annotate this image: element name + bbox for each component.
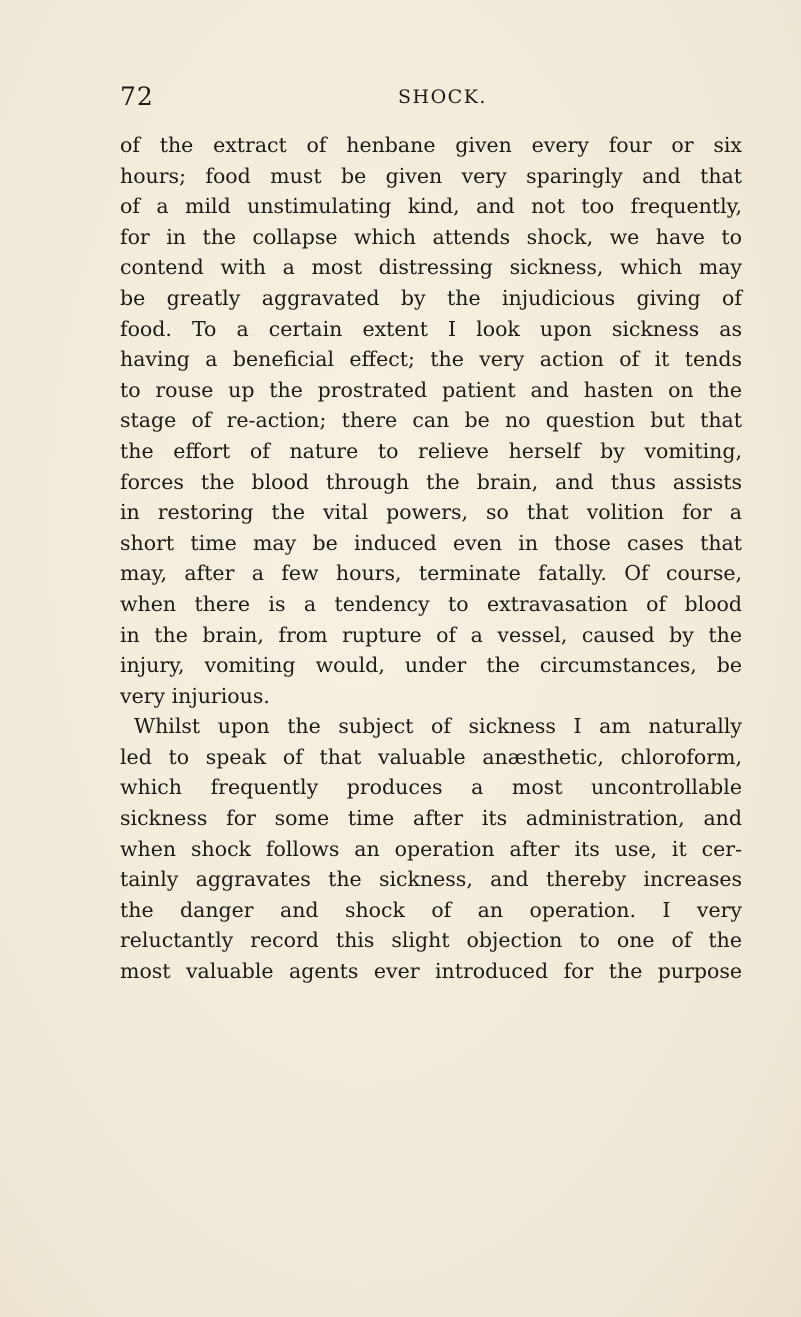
text-line: hours; food must be given very sparingly and that xyxy=(120,163,742,188)
text-line: sickness for some time after its administration, and xyxy=(120,806,742,831)
text-line: the effort of nature to relieve herself by vomiting, xyxy=(120,438,742,463)
text-line: having a beneficial effect; the very action of it tends xyxy=(120,347,742,372)
page-number: 72 xyxy=(120,82,154,111)
text-line: which frequently produces a most uncontrollable xyxy=(120,775,742,800)
paragraph-start-line: Whilst upon the subject of sickness I am naturally xyxy=(134,714,742,739)
text-line: of a mild unstimulating kind, and not too frequently, xyxy=(120,194,742,219)
text-line: short time may be induced even in those cases that xyxy=(120,530,742,555)
text-line: most valuable agents ever introduced for the purpose xyxy=(120,959,742,984)
text-line: forces the blood through the brain, and thus assists xyxy=(120,469,742,494)
text-line: may, after a few hours, terminate fatally. Of course, xyxy=(120,561,742,586)
text-line: injury, vomiting would, under the circumstances, be xyxy=(120,653,742,678)
body-text xyxy=(120,130,742,987)
text-line: the danger and shock of an operation. I very xyxy=(120,897,742,922)
text-line: in restoring the vital powers, so that volition for a xyxy=(120,500,742,525)
text-line: for in the collapse which attends shock, we have to xyxy=(120,224,742,249)
running-title: SHOCK. xyxy=(398,86,487,108)
text-line: when there is a tendency to extravasation of blood xyxy=(120,591,742,616)
text-line: tainly aggravates the sickness, and thereby increases xyxy=(120,867,742,892)
text-line: be greatly aggravated by the injudicious giving of xyxy=(120,285,742,310)
text-line: stage of re-action; there can be no question but that xyxy=(120,408,742,433)
paragraph-end-line: very injurious. xyxy=(120,683,270,708)
text-line: when shock follows an operation after its use, it cer- xyxy=(120,836,742,861)
text-line: of the extract of henbane given every four or six xyxy=(120,133,742,157)
running-head xyxy=(120,82,740,112)
text-line: to rouse up the prostrated patient and hasten on the xyxy=(120,377,742,402)
text-line: reluctantly record this slight objection to one of the xyxy=(120,928,742,953)
text-line: contend with a most distressing sickness, which may xyxy=(120,255,742,280)
text-line: in the brain, from rupture of a vessel, caused by the xyxy=(120,622,742,647)
text-line: led to speak of that valuable anæsthetic, chloroform, xyxy=(120,744,742,769)
text-line: food. To a certain extent I look upon sickness as xyxy=(120,316,742,341)
